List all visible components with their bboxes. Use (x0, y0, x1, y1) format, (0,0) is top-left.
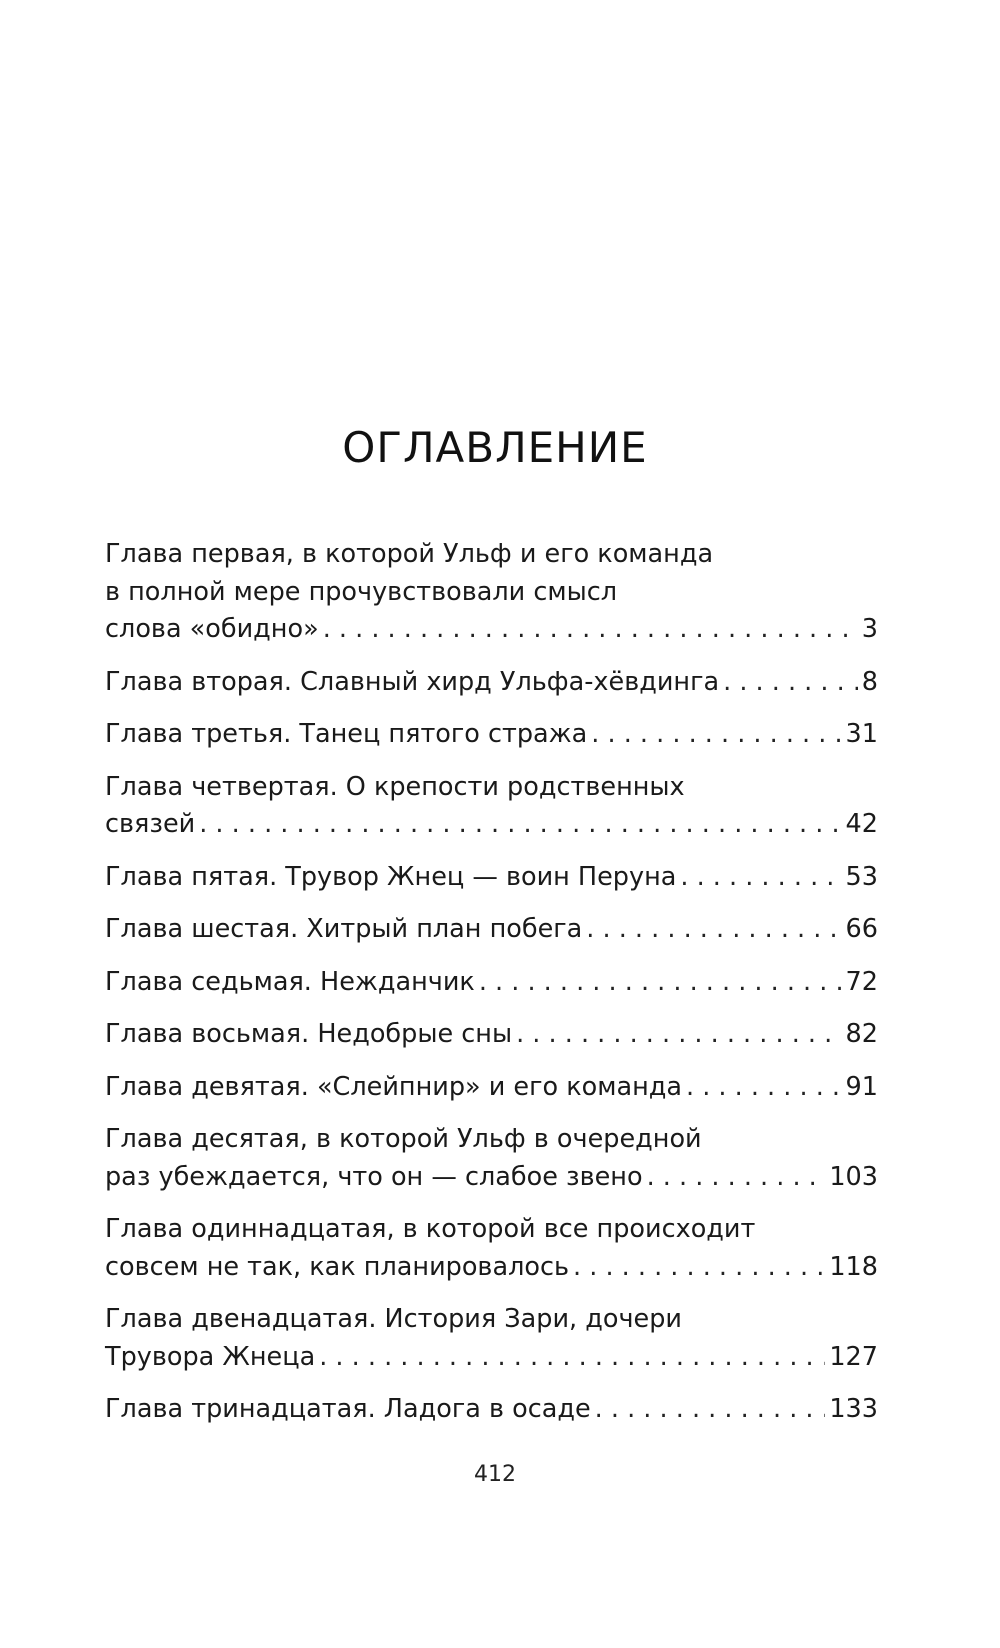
dot-leader (573, 1249, 825, 1287)
toc-entry-page: 3 (861, 614, 878, 644)
toc-entry-title-line: Глава тринадцатая. Ладога в осаде (105, 1394, 591, 1424)
toc-entry-page: 42 (845, 809, 878, 839)
toc-entry (105, 769, 878, 844)
toc-entry-last-line (105, 911, 878, 949)
dot-leader (591, 716, 841, 754)
toc-entry-title-line: Трувора Жнеца (105, 1341, 316, 1372)
toc-entry-title-line: Глава третья. Танец пятого стража (105, 719, 588, 749)
toc-entry-page: 8 (861, 666, 878, 697)
toc-entry-title-line: связей (105, 809, 196, 839)
toc-entry-last-line (105, 1249, 878, 1287)
toc-entry (105, 1391, 878, 1429)
dot-leader (686, 1069, 842, 1107)
toc-entry-title-line: Глава четвертая. О крепости родственных (105, 771, 685, 802)
toc-entry-last-line (105, 806, 878, 844)
toc-entry-last-line (105, 716, 878, 754)
toc-entry-page: 82 (845, 1019, 878, 1049)
toc-entry-title-line: Глава девятая. «Слейпнир» и его команда (105, 1071, 682, 1102)
toc-entry (105, 911, 878, 949)
toc-entry-page: 133 (829, 1394, 878, 1424)
toc-entry-page: 103 (829, 1161, 878, 1192)
toc-entry (105, 964, 878, 1002)
toc-entry-title-line: слова «обидно» (105, 614, 319, 644)
toc-entry (105, 716, 878, 754)
table-of-contents (105, 536, 878, 1444)
toc-entry-last-line (105, 1391, 878, 1429)
toc-entry-title-line: Глава шестая. Хитрый план побега (105, 914, 583, 944)
toc-entry-last-line (105, 611, 878, 649)
page-number: 412 (474, 1462, 516, 1487)
toc-entry (105, 1016, 878, 1054)
toc-entry-title-line: Глава двенадцатая. История Зари, дочери (105, 1304, 682, 1334)
toc-entry-last-line (105, 1339, 878, 1377)
toc-entry (105, 1211, 878, 1286)
toc-entry (105, 664, 878, 702)
toc-entry-last-line (105, 859, 878, 897)
toc-entry-title-line: совсем не так, как планировалось (105, 1251, 570, 1282)
dot-leader (723, 664, 858, 702)
toc-entry-title-line: Глава одиннадцатая, в которой все происходит (105, 1214, 756, 1244)
toc-entry-title-line: Глава пятая. Трувор Жнец — воин Перуна (105, 861, 677, 892)
toc-entry (105, 859, 878, 897)
toc-entry-page: 118 (829, 1251, 878, 1282)
toc-entry-title-line: раз убеждается, что он — слабое звено (105, 1161, 643, 1192)
toc-entry-title-line: Глава вторая. Славный хирд Ульфа-хёвдинга (105, 666, 720, 697)
dot-leader (680, 859, 841, 897)
toc-entry (105, 1069, 878, 1107)
toc-entry-last-line (105, 1016, 878, 1054)
dot-leader (323, 611, 858, 649)
toc-entry-page: 66 (845, 914, 878, 944)
toc-entry-title-line: Глава восьмая. Недобрые сны (105, 1019, 513, 1049)
dot-leader (199, 806, 841, 844)
dot-leader (595, 1391, 826, 1429)
toc-entry (105, 1301, 878, 1376)
dot-leader (319, 1339, 825, 1377)
toc-entry-last-line (105, 1159, 878, 1197)
toc-entry-page: 31 (845, 719, 878, 749)
dot-leader (479, 964, 842, 1002)
toc-entry-last-line (105, 1069, 878, 1107)
toc-entry-last-line (105, 964, 878, 1002)
toc-entry-page: 127 (829, 1341, 878, 1372)
dot-leader (516, 1016, 841, 1054)
dot-leader (647, 1159, 826, 1197)
toc-entry-last-line (105, 664, 878, 702)
toc-entry-page: 72 (845, 966, 878, 997)
toc-entry-title-line: в полной мере прочувствовали смысл (105, 576, 618, 607)
toc-entry (105, 1121, 878, 1196)
toc-entry (105, 536, 878, 649)
toc-entry-page: 91 (845, 1071, 878, 1102)
toc-entry-title-line: Глава седьмая. Нежданчик (105, 966, 475, 997)
toc-entry-page: 53 (845, 861, 878, 892)
toc-entry-title-line: Глава первая, в которой Ульф и его команда (105, 539, 714, 569)
dot-leader (586, 911, 841, 949)
toc-entry-title-line: Глава десятая, в которой Ульф в очередной (105, 1124, 702, 1154)
page-title: ОГЛАВЛЕНИЕ (342, 423, 648, 473)
